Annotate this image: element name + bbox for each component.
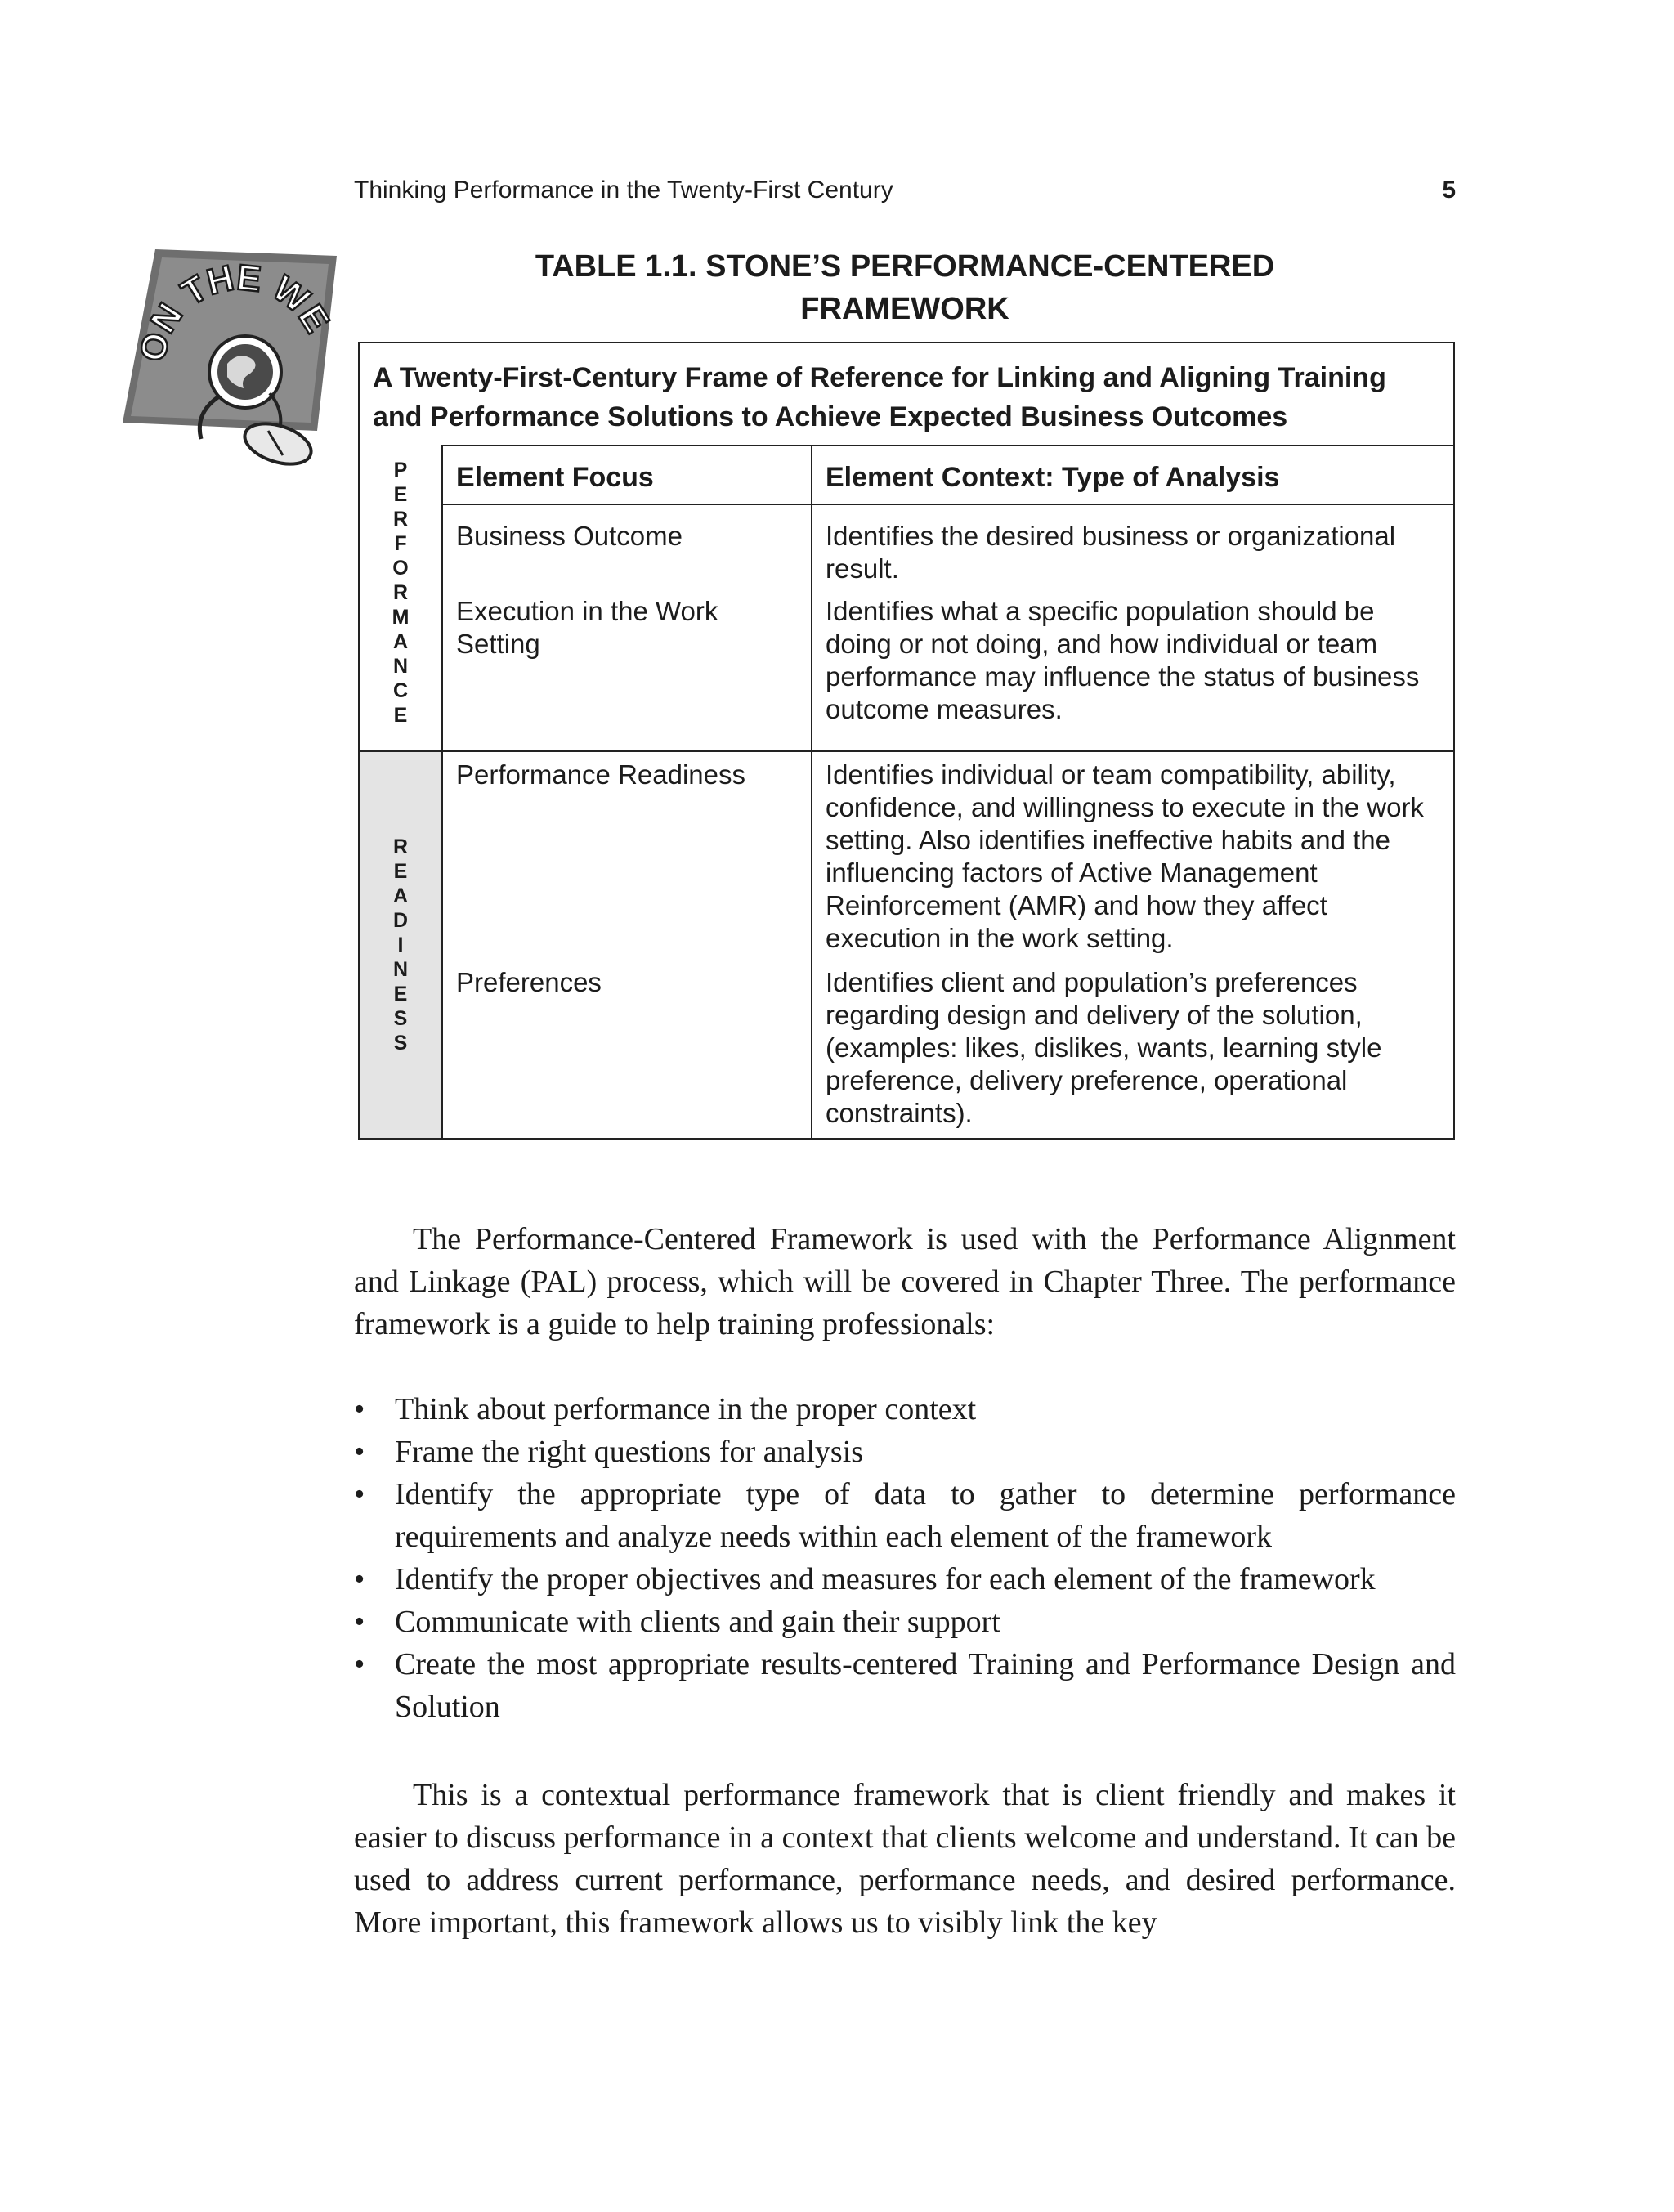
side-letter: M [392, 606, 410, 629]
row-focus-business-outcome: Business Outcome [456, 521, 683, 551]
list-item: • Identify the proper objectives and measures for each element of the framework [354, 1558, 1456, 1601]
header-rule [443, 504, 1453, 505]
row-context-business-outcome: Identifies the desired business or organizational result. [826, 521, 1396, 584]
list-item: • Create the most appropriate results-centered Training and Performance Design and Solution [354, 1643, 1456, 1728]
row-context-preferences: Identifies client and population’s preferences regarding design and delivery of the solution, (examples: likes, dislikes, wants, learning style preference, delivery preference, operational constraints). [826, 967, 1382, 1128]
side-letter: P [393, 459, 408, 481]
side-letter: R [392, 581, 409, 604]
table-caption: A Twenty-First-Century Frame of Reference for Linking and Aligning Training and Performance Solutions to Achieve Expected Business Outcomes [360, 343, 1453, 446]
side-letter: N [392, 958, 409, 981]
row-context-execution: Identifies what a specific population should be doing or not doing, and how individual or team performance may influence the status of business outcome measures. [826, 596, 1420, 724]
section-rule [360, 750, 1453, 752]
body-paragraph-1 [354, 1218, 1456, 1346]
header-element-context: Element Context: Type of Analysis [826, 462, 1280, 493]
paragraph-text: The Performance-Centered Framework is used with the Performance Alignment and Linkage (PAL) process, which will be covered in Chapter Three. The performance framework is a guide to help training professionals: [354, 1222, 1456, 1341]
side-letter: D [392, 909, 409, 932]
badge-text: ON THE WE [132, 257, 338, 365]
row-context-performance-readiness: Identifies individual or team compatibility, ability, confidence, and willingness to execute in the work setting. Also identifies ineffective habits and the influencing factors of Active Management Reinforcement (AMR) and how they affect execution in the work setting. [826, 759, 1424, 953]
bullet-list [354, 1388, 1456, 1728]
side-letter: E [393, 704, 408, 727]
side-letter: E [393, 483, 408, 506]
side-letter: R [392, 508, 409, 531]
side-letter: S [393, 1032, 408, 1055]
list-item: • Communicate with clients and gain their support [354, 1601, 1456, 1643]
list-item: • Think about performance in the proper context [354, 1388, 1456, 1431]
row-focus-performance-readiness: Performance Readiness [456, 759, 746, 790]
list-item: • Frame the right questions for analysis [354, 1431, 1456, 1473]
header-element-focus: Element Focus [456, 462, 654, 493]
performance-framework-table [358, 342, 1455, 1140]
body-paragraph-2 [354, 1774, 1456, 1944]
column-divider [811, 445, 812, 1138]
row-focus-preferences: Preferences [456, 967, 602, 997]
side-letter: S [393, 1007, 408, 1030]
running-head-title: Thinking Performance in the Twenty-First Century [354, 177, 893, 204]
side-letter: E [393, 983, 408, 1005]
running-head [354, 172, 1456, 209]
paragraph-text: This is a contextual performance framework that is client friendly and makes it easier to discuss performance in a context that clients welcome and understand. It can be used to address current performance, performance needs, and desired performance. More important, this framework allows us to visibly link the key [354, 1778, 1456, 1940]
row-focus-execution: Execution in the Work Setting [456, 596, 718, 659]
globe-mouse-icon [123, 249, 347, 468]
side-letter: I [397, 934, 404, 956]
side-letter: F [394, 532, 407, 555]
on-the-web-badge [123, 249, 347, 468]
side-letter: R [392, 835, 409, 858]
side-letter: E [393, 860, 408, 883]
side-letter: N [392, 655, 409, 678]
side-letter: A [392, 884, 409, 907]
side-letter: O [392, 557, 409, 580]
side-letter: C [392, 679, 409, 702]
side-letter: A [392, 630, 409, 653]
table-title: TABLE 1.1. STONE’S PERFORMANCE-CENTERED FRAMEWORK [535, 249, 1275, 326]
page-number: 5 [1442, 177, 1456, 204]
readiness-side-label [360, 752, 443, 1138]
performance-side-label [360, 445, 443, 752]
list-item: • Identify the appropriate type of data to gather to determine performance requirements and analyze needs within each element of the framework [354, 1473, 1456, 1558]
